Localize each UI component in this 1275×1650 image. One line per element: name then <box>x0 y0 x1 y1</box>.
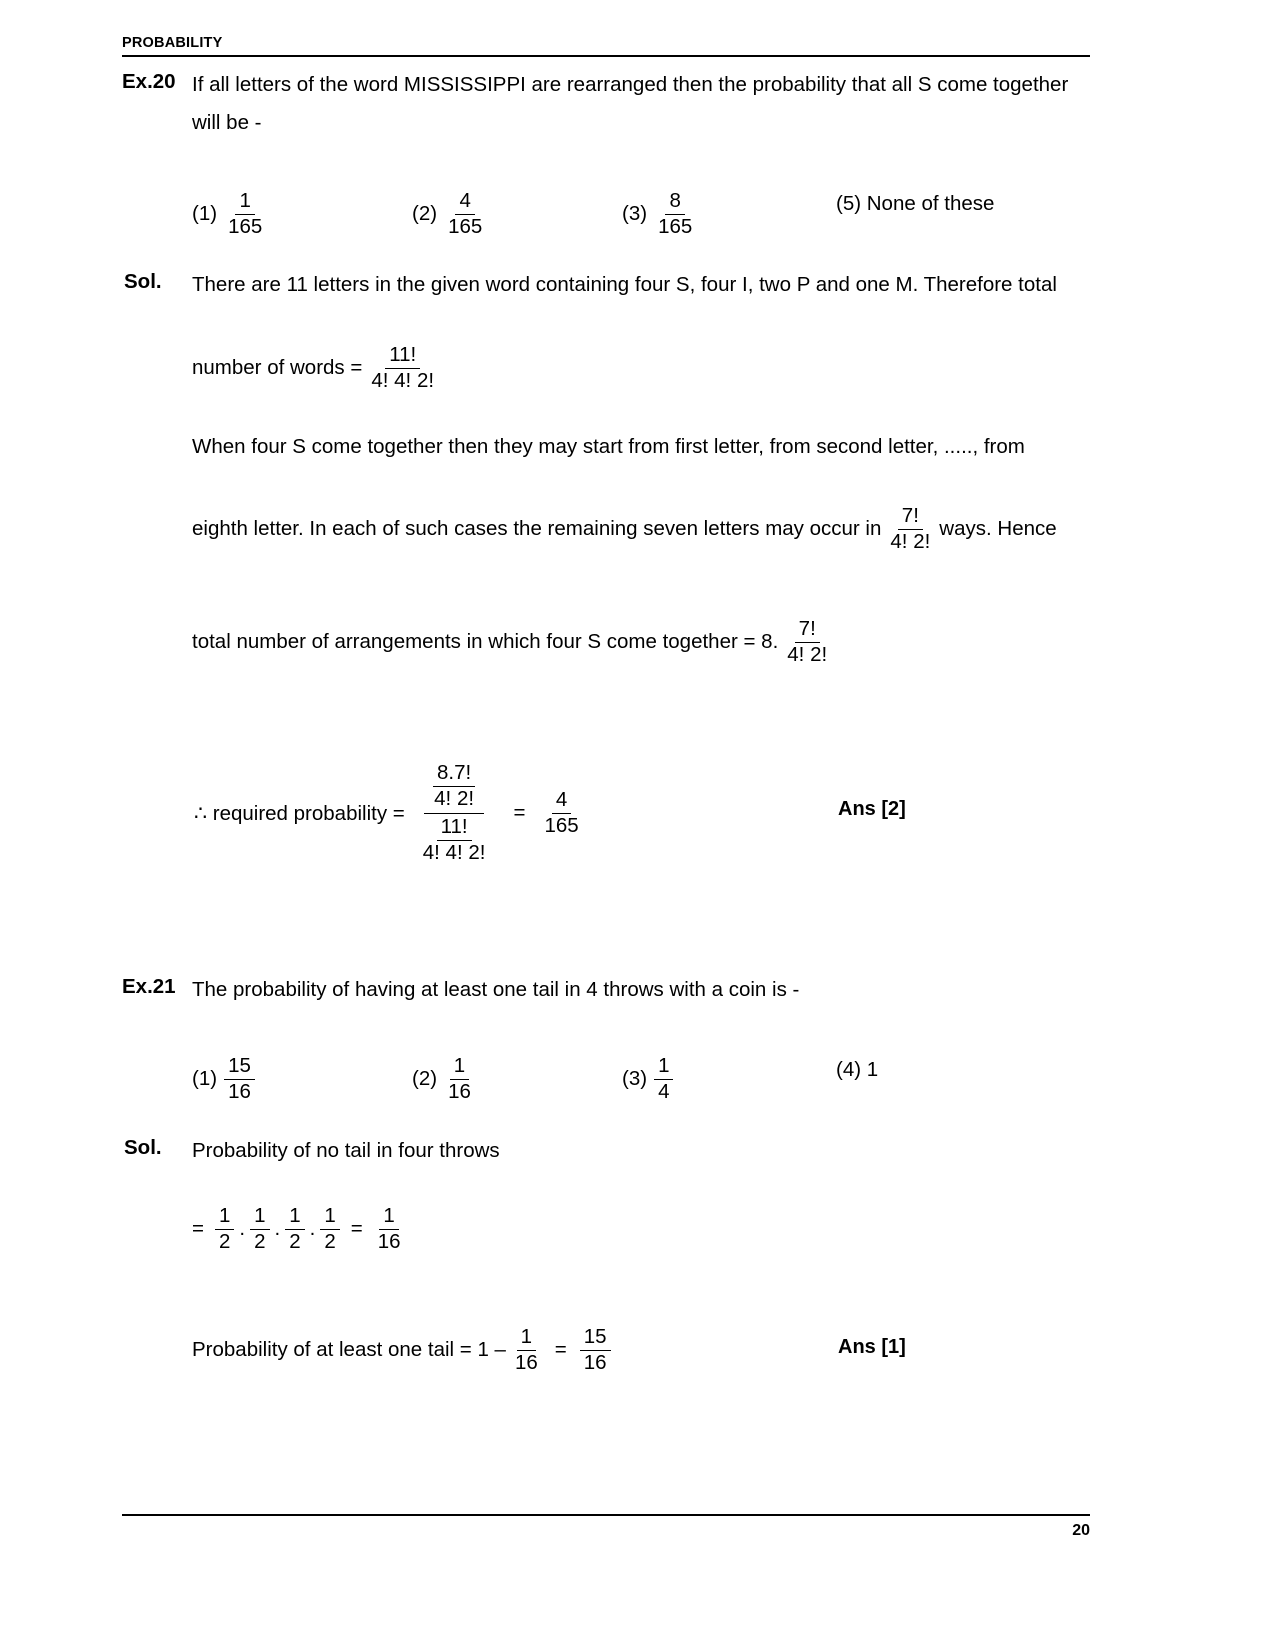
ex20-option-3-fraction <box>654 190 696 239</box>
ex21-calc-result-denominator: 16 <box>377 1229 401 1253</box>
ex20-complex-numerator <box>424 762 484 814</box>
ex21-final-prefix: Probability of at least one tail = 1 – <box>192 1338 506 1362</box>
ex20-complex-den-den: 4! 4! 2! <box>422 840 486 864</box>
ex21-option-3-label: (3) <box>622 1067 648 1091</box>
ex20-seven-numerator: 7! <box>898 505 923 530</box>
ex20-answer: Ans [2] <box>838 798 906 820</box>
ex21-calc-term-1 <box>215 1205 234 1254</box>
ex20-option-1[interactable] <box>192 190 271 239</box>
ex21-option-2-label: (2) <box>412 1067 438 1091</box>
ex21-calc-term-3 <box>285 1205 304 1254</box>
ex20-words-fraction <box>367 344 438 393</box>
ex21-option-2-numerator: 1 <box>450 1055 469 1080</box>
ex21-calc-term-3-numerator: 1 <box>285 1205 304 1230</box>
ex21-calc-dot-1: . <box>239 1217 246 1241</box>
ex20-option-2-label: (2) <box>412 202 438 226</box>
ex21-calc-term-2-numerator: 1 <box>250 1205 269 1230</box>
ex21-option-1[interactable] <box>192 1055 260 1104</box>
ex21-option-2[interactable] <box>412 1055 480 1104</box>
ex20-sol-line2-prefix: number of words = <box>192 356 363 380</box>
ex20-final-prefix: ∴ required probability = <box>194 801 405 825</box>
ex21-final-fraction-1-numerator: 1 <box>517 1326 536 1351</box>
ex21-calc-term-4 <box>320 1205 339 1254</box>
ex20-sol-line4-suffix: ways. Hence <box>939 517 1057 541</box>
ex20-complex-denominator-fraction <box>419 816 490 865</box>
ex20-option-3[interactable] <box>622 190 701 239</box>
ex21-option-3-fraction <box>654 1055 673 1104</box>
ex21-calc-result-numerator: 1 <box>379 1205 398 1230</box>
ex20-question-line2: will be - <box>192 111 262 134</box>
ex21-option-4-label: (4) 1 <box>836 1058 879 1081</box>
ex21-answer: Ans [1] <box>838 1336 906 1358</box>
ex20-option-1-fraction <box>224 190 266 239</box>
ex20-option-2-denominator: 165 <box>448 214 483 238</box>
ex20-arrangements-fraction <box>783 618 831 667</box>
ex21-final-fraction-2-denominator: 16 <box>583 1350 607 1374</box>
ex20-option-1-numerator: 1 <box>235 190 254 215</box>
ex20-tag: Ex.20 <box>122 70 176 93</box>
ex20-complex-fraction <box>413 762 496 865</box>
ex21-option-2-fraction <box>444 1055 475 1104</box>
ex21-option-1-label: (1) <box>192 1067 218 1091</box>
ex20-sol-line4-prefix: eighth letter. In each of such cases the remaining seven letters may occur in <box>192 517 882 541</box>
ex20-complex-numerator-fraction <box>430 762 478 811</box>
ex20-words-numerator: 11! <box>385 344 420 369</box>
ex21-final-expression <box>192 1326 616 1375</box>
ex20-question-line1: If all letters of the word MISSISSIPPI are rearranged then the probability that all S come together <box>192 73 1069 96</box>
ex21-calculation <box>192 1205 410 1254</box>
ex21-final-fraction-2 <box>580 1326 611 1375</box>
ex21-calc-equals: = <box>192 1217 204 1241</box>
ex21-option-3-numerator: 1 <box>654 1055 673 1080</box>
ex20-final-result-numerator: 4 <box>552 789 571 814</box>
ex21-option-4[interactable] <box>836 1058 878 1082</box>
ex21-option-3[interactable] <box>622 1055 678 1104</box>
ex20-sol-tag: Sol. <box>124 270 162 293</box>
ex20-sol-line5 <box>192 618 836 667</box>
ex21-option-3-denominator: 4 <box>658 1079 670 1103</box>
ex21-calc-term-1-denominator: 2 <box>218 1229 231 1253</box>
ex20-final-result-fraction <box>540 789 582 838</box>
ex20-arrangements-numerator: 7! <box>795 618 820 643</box>
header-title: PROBABILITY <box>122 35 223 51</box>
ex21-sol-line1: Probability of no tail in four throws <box>192 1139 500 1162</box>
ex21-final-fraction-1 <box>511 1326 542 1375</box>
ex20-sol-line5-prefix: total number of arrangements in which four S come together = 8. <box>192 630 779 654</box>
ex21-sol-tag: Sol. <box>124 1136 162 1159</box>
ex21-calc-result-equals: = <box>350 1217 363 1241</box>
ex21-calc-term-2-denominator: 2 <box>254 1229 266 1253</box>
ex21-calc-term-1-numerator: 1 <box>215 1205 234 1230</box>
ex20-final-result-denominator: 165 <box>544 813 579 837</box>
ex20-sol-line4 <box>192 505 1057 554</box>
ex21-final-equals: = <box>554 1338 567 1362</box>
ex20-complex-num-den: 4! 2! <box>434 786 475 810</box>
ex20-option-2-fraction <box>444 190 486 239</box>
ex21-option-1-fraction <box>224 1055 255 1104</box>
ex20-option-1-denominator: 165 <box>228 214 263 238</box>
ex20-seven-denominator: 4! 2! <box>890 529 931 553</box>
page-number: 20 <box>1072 1522 1090 1539</box>
ex21-calc-dot-3: . <box>309 1217 316 1241</box>
ex20-complex-num-num: 8.7! <box>433 762 475 787</box>
ex21-final-fraction-1-denominator: 16 <box>514 1350 538 1374</box>
ex20-final-expression <box>194 762 588 865</box>
ex20-option-1-label: (1) <box>192 202 218 226</box>
ex20-seven-fraction <box>886 505 934 554</box>
ex21-question: The probability of having at least one tail in 4 throws with a coin is - <box>192 978 800 1001</box>
header-divider <box>122 55 1090 57</box>
ex21-calc-term-2 <box>250 1205 269 1254</box>
ex21-calc-dot-2: . <box>274 1217 281 1241</box>
ex20-arrangements-denominator: 4! 2! <box>787 642 828 666</box>
ex21-calc-result-fraction <box>374 1205 405 1254</box>
ex20-sol-line3: When four S come together then they may start from first letter, from second letter, ....., from <box>192 435 1025 458</box>
page-header <box>122 36 1090 57</box>
ex21-calc-term-3-denominator: 2 <box>289 1229 301 1253</box>
ex21-calc-term-4-denominator: 2 <box>324 1229 336 1253</box>
ex20-option-4[interactable] <box>836 192 994 216</box>
ex20-option-2-numerator: 4 <box>455 190 474 215</box>
ex20-option-3-label: (3) <box>622 202 648 226</box>
ex20-option-4-label: (5) None of these <box>836 192 995 215</box>
ex20-option-3-numerator: 8 <box>665 190 684 215</box>
ex20-sol-line2 <box>192 344 443 393</box>
page-footer <box>122 1514 1090 1540</box>
ex20-option-2[interactable] <box>412 190 491 239</box>
ex21-tag: Ex.21 <box>122 975 176 998</box>
ex20-complex-denominator <box>413 814 496 865</box>
ex21-option-1-numerator: 15 <box>224 1055 255 1080</box>
ex21-calc-term-4-numerator: 1 <box>320 1205 339 1230</box>
ex20-final-equals: = <box>513 801 526 825</box>
ex20-option-3-denominator: 165 <box>658 214 693 238</box>
ex20-complex-den-num: 11! <box>437 816 472 841</box>
ex20-sol-line1: There are 11 letters in the given word containing four S, four I, two P and one M. Therefore total <box>192 273 1057 296</box>
ex21-option-2-denominator: 16 <box>448 1079 471 1103</box>
ex21-option-1-denominator: 16 <box>228 1079 251 1103</box>
ex21-final-fraction-2-numerator: 15 <box>580 1326 611 1351</box>
ex20-words-denominator: 4! 4! 2! <box>371 368 435 392</box>
